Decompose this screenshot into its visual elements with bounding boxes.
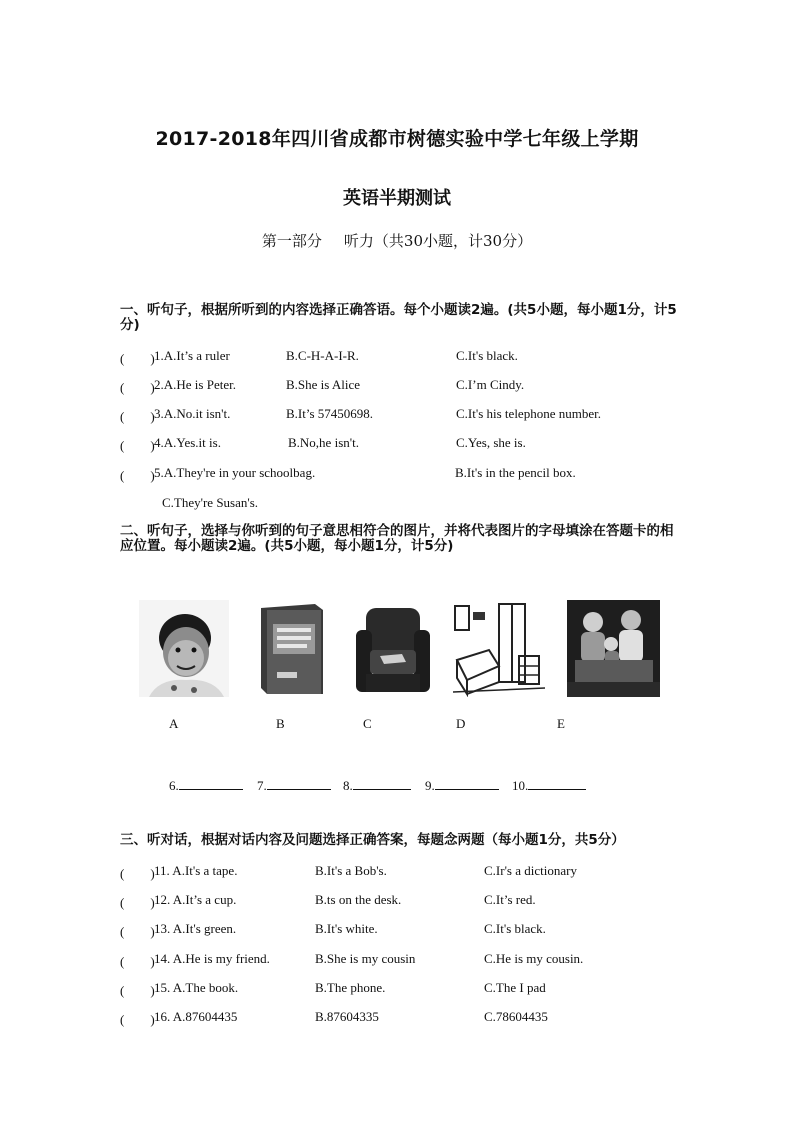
question-row: [120, 348, 720, 366]
answer-paren[interactable]: ( ): [120, 866, 155, 881]
question-row: [120, 1009, 720, 1027]
exam-title: 2017-2018年四川省成都市树德实验中学七年级上学期: [155, 128, 639, 150]
option-a: 4.A.Yes.it is.: [154, 435, 221, 450]
section2-instruction: 二、听句子，选择与你听到的句子意思相符合的图片，并将代表图片的字母填涂在答题卡的相应位置。每小题读2遍。(共5小题，每小题1分，计5分): [120, 523, 674, 554]
option-a: 11. A.It's a tape.: [154, 863, 238, 878]
answer-blank[interactable]: 6.: [169, 776, 243, 794]
answer-blank[interactable]: 10.: [512, 776, 586, 794]
question-row: [120, 435, 720, 453]
question-row: [120, 377, 720, 395]
picture-label: C: [363, 716, 372, 731]
question-row: [120, 863, 720, 881]
option-a: 3.A.No.it isn't.: [154, 406, 231, 421]
option-c: C.It's black.: [484, 921, 546, 936]
part-heading: [0, 230, 794, 251]
answer-paren[interactable]: ( ): [120, 468, 155, 483]
question-row: [120, 951, 720, 969]
option-c: C.I’m Cindy.: [456, 377, 525, 392]
picture-label: D: [456, 716, 466, 731]
option-a: 1.A.It’s a ruler: [154, 348, 230, 363]
option-b: B.The phone.: [315, 980, 386, 995]
question-row: [120, 921, 720, 939]
option-c: C.It's black.: [456, 348, 518, 363]
answer-paren[interactable]: ( ): [120, 380, 155, 395]
option-b: B.It's white.: [315, 921, 378, 936]
option-a: 14. A.He is my friend.: [154, 951, 270, 966]
option-a: 16. A.87604435: [154, 1009, 238, 1024]
option-c: C.78604435: [484, 1009, 548, 1024]
option-b: B.It's in the pencil box.: [455, 465, 576, 480]
exam-subtitle: 英语半期测试: [343, 188, 451, 209]
option-a: 15. A.The book.: [154, 980, 239, 995]
answer-paren[interactable]: ( ): [120, 895, 155, 910]
option-c: C.It’s red.: [484, 892, 536, 907]
option-a: 12. A.It’s a cup.: [154, 892, 237, 907]
option-c: C.They're Susan's.: [162, 495, 259, 510]
answer-blank[interactable]: 7.: [257, 776, 331, 794]
option-a: 5.A.They're in your schoolbag.: [154, 465, 316, 480]
answer-paren[interactable]: ( ): [120, 409, 155, 424]
answer-blank[interactable]: 8.: [343, 776, 411, 794]
option-b: B.C-H-A-I-R.: [286, 348, 359, 363]
family-photo-icon: [567, 600, 660, 697]
option-b: B.It’s 57450698.: [286, 406, 374, 421]
answer-paren[interactable]: ( ): [120, 954, 155, 969]
part-description: 听力（共30小题，计30分）: [343, 232, 533, 250]
answer-paren[interactable]: ( ): [120, 924, 155, 939]
section1-instruction: 一、听句子，根据所听到的内容选择正确答语。每个小题读2遍。(共5小题，每小题1分，计5分): [120, 302, 677, 333]
question-row: [120, 892, 720, 910]
armchair-photo-icon: [352, 600, 434, 697]
option-b: B.No,he isn't.: [288, 435, 359, 450]
dictionary-photo-icon: [253, 600, 329, 697]
option-b: B.She is my cousin: [315, 951, 416, 966]
question-row: [120, 980, 720, 998]
option-b: B.It's a Bob's.: [315, 863, 387, 878]
option-c: C.Ir's a dictionary: [484, 863, 577, 878]
question-row: [120, 406, 720, 424]
option-b: B.ts on the desk.: [315, 892, 402, 907]
question-row: [120, 465, 720, 483]
answer-paren[interactable]: ( ): [120, 1012, 155, 1027]
option-a: 2.A.He is Peter.: [154, 377, 236, 392]
answer-blank[interactable]: 9.: [425, 776, 499, 794]
picture-label: B: [276, 716, 285, 731]
boy-photo-icon: [139, 600, 229, 697]
option-b: B.She is Alice: [286, 377, 361, 392]
option-c: C.Yes, she is.: [456, 435, 526, 450]
question-row-continued: [120, 495, 720, 513]
option-a: 13. A.It's green.: [154, 921, 237, 936]
section3-instruction: 三、听对话，根据对话内容及问题选择正确答案，每题念两题（每小题1分，共5分）: [120, 832, 625, 848]
answer-paren[interactable]: ( ): [120, 351, 155, 366]
answer-paren[interactable]: ( ): [120, 983, 155, 998]
picture-label: E: [557, 716, 565, 731]
option-b: B.87604335: [315, 1009, 379, 1024]
option-c: C.He is my cousin.: [484, 951, 584, 966]
answer-paren[interactable]: ( ): [120, 438, 155, 453]
picture-label: A: [169, 716, 179, 731]
bedroom-photo-icon: [453, 600, 545, 697]
option-c: C.It's his telephone number.: [456, 406, 601, 421]
option-c: C.The I pad: [484, 980, 546, 995]
part-label: 第一部分: [261, 232, 322, 250]
